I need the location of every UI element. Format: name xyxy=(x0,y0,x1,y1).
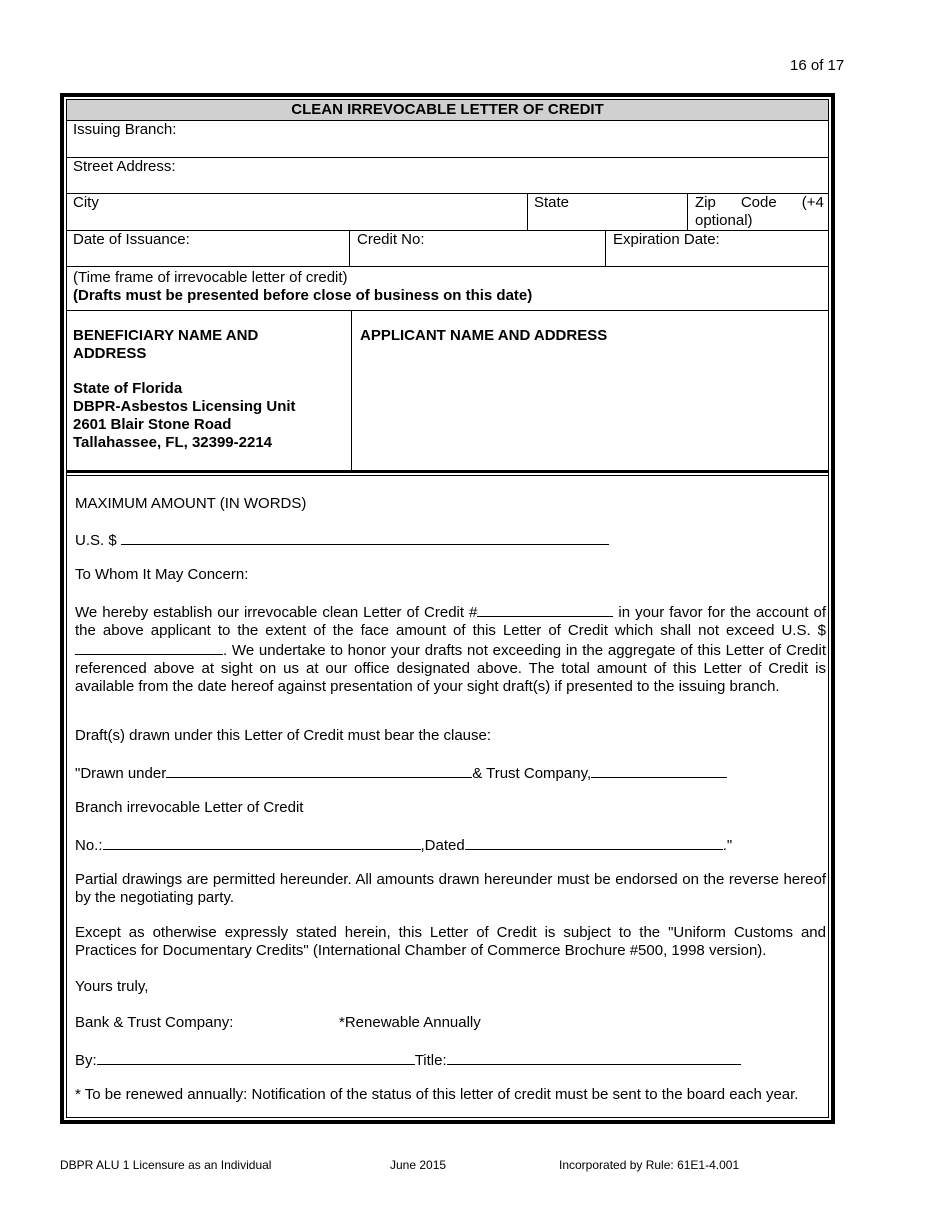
expiration-date-label: Expiration Date: xyxy=(613,231,720,248)
form-title: CLEAN IRREVOCABLE LETTER OF CREDIT xyxy=(67,100,828,121)
branch-line: Branch irrevocable Letter of Credit xyxy=(75,799,304,816)
footer-form-name: DBPR ALU 1 Licensure as an Individual xyxy=(60,1158,272,1172)
form-inner-border xyxy=(66,99,829,1118)
letter-paragraph xyxy=(75,602,826,696)
beneficiary-address-line: Tallahassee, FL, 32399-2214 xyxy=(73,434,273,451)
footer-date: June 2015 xyxy=(390,1158,447,1172)
dated-label: ,Dated xyxy=(420,837,465,854)
partial-drawings: Partial drawings are permitted hereunder. All amounts drawn hereunder must be endorsed on the reverse hereof by the negotiating party. xyxy=(75,871,826,906)
yours-truly: Yours truly, xyxy=(75,978,149,995)
beneficiary-address-line: DBPR-Asbestos Licensing Unit xyxy=(73,398,296,415)
drafts-note: (Drafts must be presented before close of business on this date) xyxy=(73,287,533,304)
credit-no-label: Credit No: xyxy=(357,231,425,248)
max-amount-label: MAXIMUM AMOUNT (IN WORDS) xyxy=(75,495,307,512)
letter-of-credit-form xyxy=(60,93,835,1124)
para1-a: We hereby establish our irrevocable clean Letter of Credit # xyxy=(75,604,478,621)
credit-number-blank[interactable] xyxy=(477,602,613,617)
title-label: Title: xyxy=(414,1052,447,1069)
section-separator xyxy=(67,475,828,476)
by-label: By: xyxy=(75,1052,97,1069)
signature-line xyxy=(75,1050,826,1070)
renewable-label: *Renewable Annually xyxy=(339,1014,481,1031)
divider xyxy=(527,193,528,230)
beneficiary-address-line: State of Florida xyxy=(73,380,183,397)
drawn-under-line xyxy=(75,763,826,783)
beneficiary-heading-line2: ADDRESS xyxy=(73,345,147,362)
us-dollar-label: U.S. $ xyxy=(75,532,117,549)
amount-in-words-blank[interactable] xyxy=(121,530,609,545)
divider xyxy=(67,310,828,311)
dated-blank[interactable] xyxy=(465,835,723,850)
title-blank[interactable] xyxy=(447,1050,741,1065)
number-blank[interactable] xyxy=(103,835,421,850)
divider xyxy=(351,310,352,470)
time-frame-note: (Time frame of irrevocable letter of credit) xyxy=(73,269,348,286)
salutation: To Whom It May Concern: xyxy=(75,566,249,583)
divider xyxy=(687,193,688,230)
divider xyxy=(605,230,606,266)
para1-c: . We undertake to honor your drafts not exceeding in the aggregate of this Letter of Credit referenced above at sight on us at our office designated above. The total amount of this Letter of Credit is available from the date hereof against presentation of your sight draft(s) if presented to the issuing branch. xyxy=(75,642,826,695)
by-blank[interactable] xyxy=(97,1050,415,1065)
date-of-issuance-label: Date of Issuance: xyxy=(73,231,190,248)
footer-rule: Incorporated by Rule: 61E1-4.001 xyxy=(559,1158,740,1172)
number-dated-line xyxy=(75,835,826,855)
zip-label: Zip Code (+4 xyxy=(695,194,824,211)
para1-b: in your favor for the account of the above applicant to the extent of the face amount of this Letter of Credit which shall not exceed U.S. $ xyxy=(75,604,826,639)
section-separator xyxy=(67,470,828,473)
beneficiary-address-line: 2601 Blair Stone Road xyxy=(73,416,232,433)
divider xyxy=(67,157,828,158)
closing-quote: ." xyxy=(722,837,733,854)
beneficiary-heading: BENEFICIARY NAME AND xyxy=(73,327,259,344)
street-address-label: Street Address: xyxy=(73,158,176,175)
amount-blank[interactable] xyxy=(75,640,223,655)
except-clause: Except as otherwise expressly stated herein, this Letter of Credit is subject to the "Uniform Customs and Practices for Documentary Credits" (International Chamber of Commerce Brochure #500, 1998 version). xyxy=(75,924,826,959)
renewal-note: * To be renewed annually: Notification of the status of this letter of credit must be sent to the board each year. xyxy=(75,1086,799,1103)
state-label: State xyxy=(534,194,570,211)
us-dollar-line xyxy=(75,530,826,550)
divider xyxy=(67,266,828,267)
divider xyxy=(349,230,350,266)
applicant-heading: APPLICANT NAME AND ADDRESS xyxy=(360,327,608,344)
bank-trust-label: Bank & Trust Company: xyxy=(75,1014,234,1031)
zip-label-optional: optional) xyxy=(695,212,753,229)
trust-company-label: & Trust Company, xyxy=(472,765,592,782)
city-label: City xyxy=(73,194,99,211)
clause-intro: Draft(s) drawn under this Letter of Credit must bear the clause: xyxy=(75,727,492,744)
drawn-under-blank[interactable] xyxy=(166,763,472,778)
page-number: 16 of 17 xyxy=(790,57,845,74)
trust-company-blank[interactable] xyxy=(591,763,727,778)
issuing-branch-label: Issuing Branch: xyxy=(73,121,177,138)
bank-trust-line xyxy=(75,1014,826,1032)
drawn-under-label: "Drawn under xyxy=(75,765,167,782)
no-label: No.: xyxy=(75,837,103,854)
